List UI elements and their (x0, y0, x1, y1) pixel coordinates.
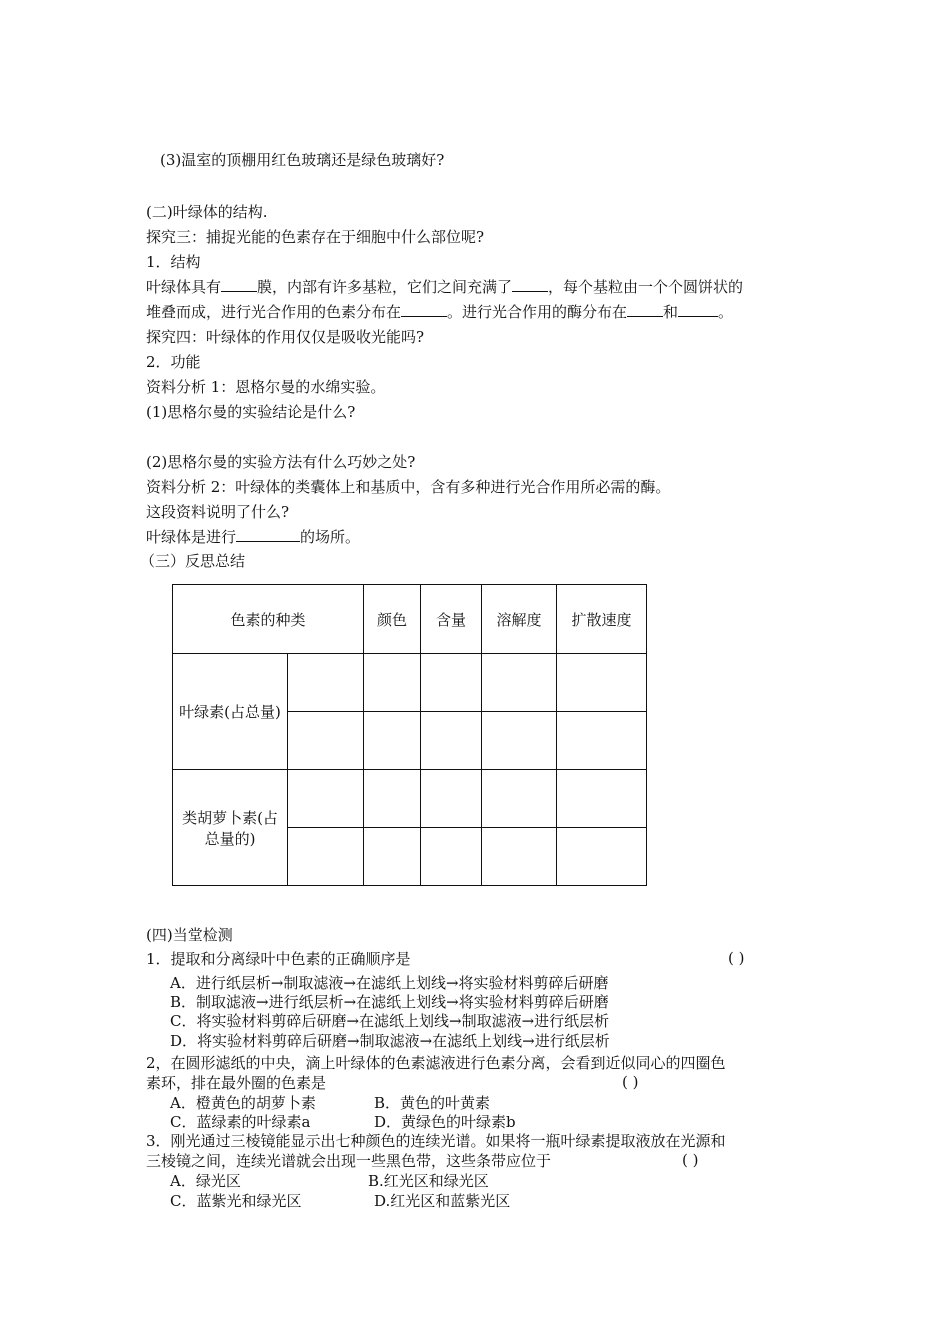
table-cell[interactable] (288, 654, 364, 712)
test-q3-option-d[interactable]: D.红光区和蓝紫光区 (374, 1192, 511, 1210)
test-q3-stem-line1: 3．刚光通过三棱镜能显示出七种颜色的连续光谱。如果将一瓶叶绿素提取液放在光源和 (146, 1132, 726, 1150)
table-cell[interactable] (421, 770, 482, 828)
test-q1-stem: 1．提取和分离绿叶中色素的正确顺序是 (146, 950, 411, 968)
pigment-summary-table (172, 584, 647, 886)
carotenoid-label: 类胡萝卜素(占总量的) (173, 770, 288, 886)
table-cell[interactable] (482, 770, 557, 828)
test-q2-option-c[interactable]: C．蓝绿素的叶绿素a (170, 1113, 311, 1131)
blank-enzyme-location-2[interactable] (678, 302, 718, 317)
test-q1-option-a[interactable]: A．进行纸层析→制取滤液→在滤纸上划线→将实验材料剪碎后研磨 (170, 974, 609, 992)
test-q3-option-b[interactable]: B.红光区和绿光区 (368, 1172, 489, 1190)
data-analysis-2: 资料分析 2：叶绿体的类囊体上和基质中，含有多种进行光合作用所必需的酶。 (146, 478, 671, 496)
table-cell[interactable] (364, 828, 421, 886)
table-cell[interactable] (288, 770, 364, 828)
blank-enzyme-location-1[interactable] (627, 302, 663, 317)
test-q1-option-c[interactable]: C．将实验材料剪碎后研磨→在滤纸上划线→制取滤液→进行纸层析 (170, 1012, 610, 1030)
table-cell[interactable] (288, 712, 364, 770)
table-cell[interactable] (557, 828, 647, 886)
data-analysis-1-q2: (2)思格尔曼的实验方法有什么巧妙之处? (146, 453, 416, 471)
table-cell[interactable] (421, 712, 482, 770)
blank-matrix[interactable] (512, 277, 548, 292)
header-diffusion-speed: 扩散速度 (557, 585, 647, 654)
table-cell[interactable] (482, 828, 557, 886)
table-cell[interactable] (421, 654, 482, 712)
table-cell[interactable] (482, 712, 557, 770)
test-q3-stem-line2: 三棱镜之间，连续光谱就会出现一些黑色带，这些条带应位于 (146, 1152, 552, 1170)
structure-title: 1．结构 (146, 253, 201, 271)
section-2-title: (二)叶绿体的结构. (146, 203, 268, 221)
header-content: 含量 (421, 585, 482, 654)
structure-paragraph-1: 叶绿体具有 膜，内部有许多基粒，它们之间充满了 ，每个基粒由一个个圆饼状的 (146, 278, 744, 296)
table-cell[interactable] (288, 828, 364, 886)
test-q2-stem-line2: 素环，排在最外圈的色素是 (146, 1074, 327, 1092)
blank-membrane[interactable] (221, 277, 257, 292)
header-color: 颜色 (364, 585, 421, 654)
data-analysis-1: 资料分析 1：恩格尔曼的水绵实验。 (146, 378, 386, 396)
site-sentence: 叶绿体是进行 的场所。 (146, 528, 361, 546)
data-analysis-1-q1: (1)思格尔曼的实验结论是什么? (146, 403, 356, 421)
test-q1-answer-blank[interactable]: ( ) (728, 949, 745, 967)
table-cell[interactable] (364, 770, 421, 828)
table-cell[interactable] (421, 828, 482, 886)
table-cell[interactable] (364, 712, 421, 770)
test-q3-option-c[interactable]: C．蓝紫光和绿光区 (170, 1192, 302, 1210)
test-q2-option-a[interactable]: A．橙黄色的胡萝卜素 (170, 1094, 316, 1112)
structure-paragraph-2: 堆叠而成，进行光合作用的色素分布在 。进行光合作用的酶分布在 和 。 (146, 303, 734, 321)
explore-3: 探究三：捕捉光能的色素存在于细胞中什么部位呢? (146, 228, 485, 246)
function-title: 2．功能 (146, 353, 201, 371)
header-pigment-type: 色素的种类 (173, 585, 364, 654)
test-q2-option-d[interactable]: D．黄绿色的叶绿素b (374, 1113, 516, 1131)
table-cell[interactable] (557, 770, 647, 828)
test-q3-option-a[interactable]: A．绿光区 (170, 1172, 241, 1190)
test-q2-option-b[interactable]: B．黄色的叶黄素 (374, 1094, 491, 1112)
table-cell[interactable] (482, 654, 557, 712)
test-q2-stem-line1: 2，在圆形滤纸的中央，滴上叶绿体的色素滤液进行色素分离，会看到近似同心的四圈色 (146, 1054, 726, 1072)
chlorophyll-label: 叶绿素(占总量) (173, 654, 288, 770)
header-solubility: 溶解度 (482, 585, 557, 654)
test-q1-option-b[interactable]: B．制取滤液→进行纸层析→在滤纸上划线→将实验材料剪碎后研磨 (170, 993, 609, 1011)
question-3: (3)温室的顶棚用红色玻璃还是绿色玻璃好? (160, 151, 445, 169)
blank-process[interactable] (236, 527, 300, 542)
test-q2-answer-blank[interactable]: ( ) (622, 1073, 639, 1091)
section-3-title: （三）反思总结 (140, 552, 246, 570)
section-4-title: (四)当堂检测 (146, 926, 233, 944)
blank-pigment-location[interactable] (401, 302, 447, 317)
explore-4: 探究四：叶绿体的作用仅仅是吸收光能吗? (146, 328, 425, 346)
table-cell[interactable] (557, 712, 647, 770)
data-analysis-2-question: 这段资料说明了什么? (146, 503, 290, 521)
test-q3-answer-blank[interactable]: ( ) (682, 1151, 699, 1169)
test-q1-option-d[interactable]: D．将实验材料剪碎后研磨→制取滤液→在滤纸上划线→进行纸层析 (170, 1032, 610, 1050)
table-cell[interactable] (557, 654, 647, 712)
table-cell[interactable] (364, 654, 421, 712)
